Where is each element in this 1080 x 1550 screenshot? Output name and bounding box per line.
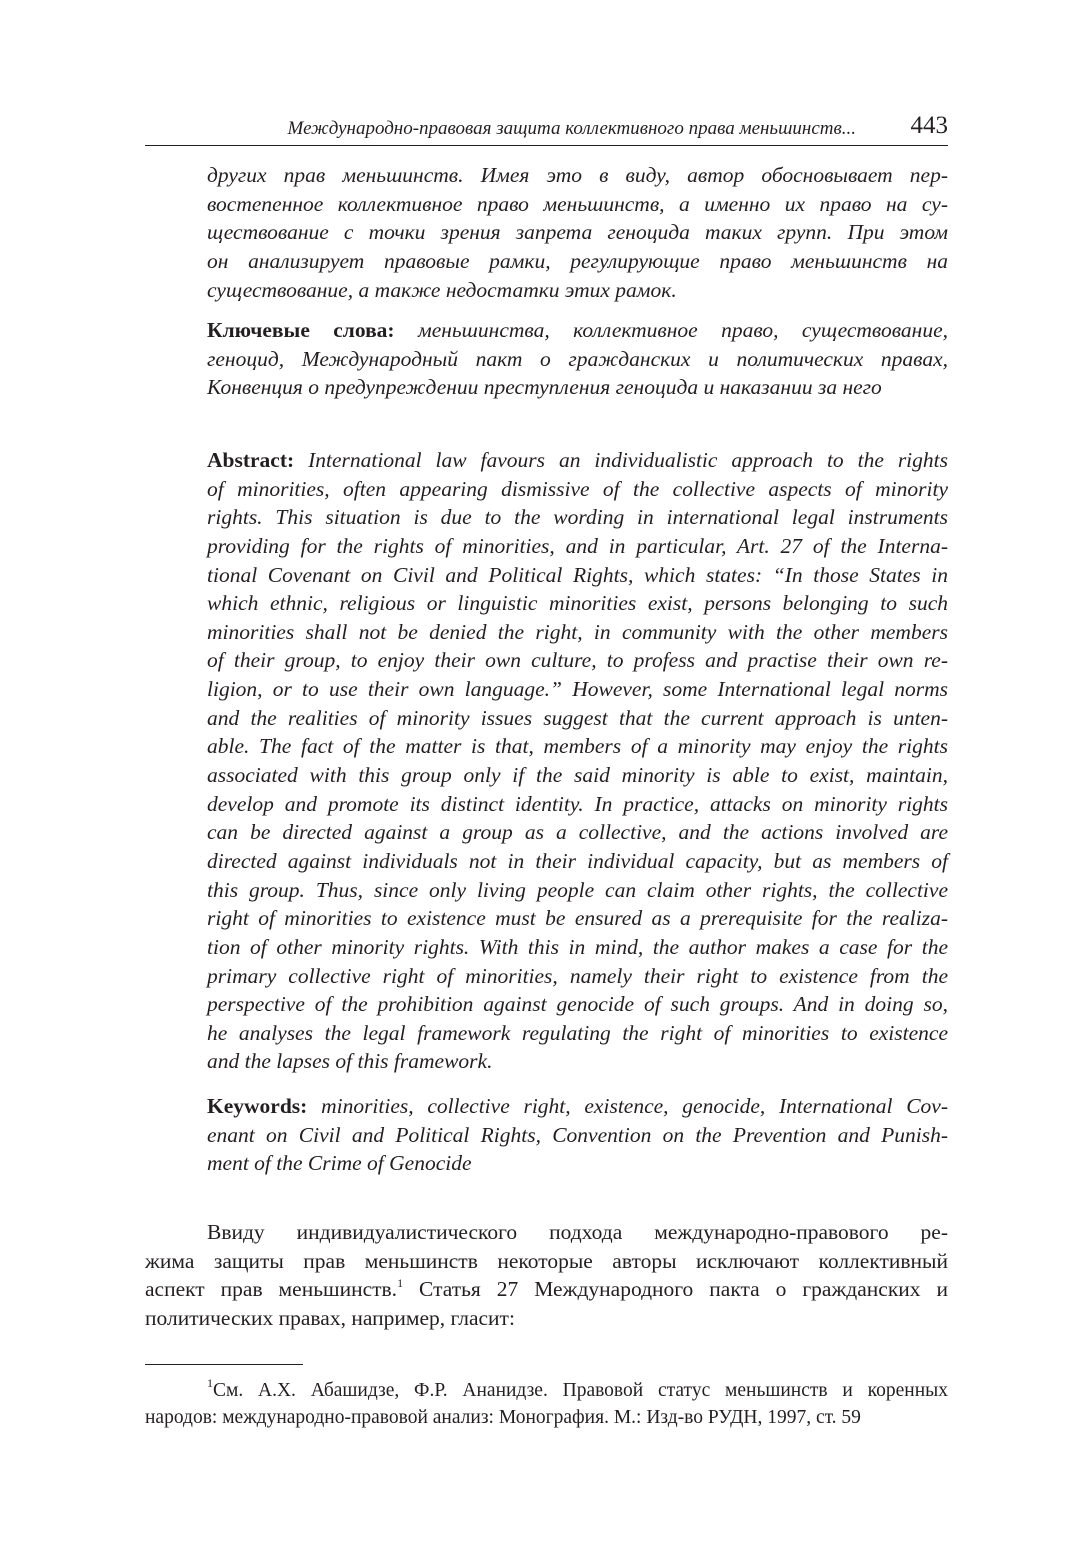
- text-line: [207, 1047, 948, 1076]
- footnote-ref[interactable]: 1: [397, 1276, 404, 1291]
- line-text: and the realities of minority issues suggest that the current approach is unten-: [207, 705, 948, 730]
- section-label: Ключевые слова:: [207, 318, 395, 342]
- line-text: of their group, to enjoy their own culture, to profess and practise their own re-: [207, 648, 948, 673]
- line-text: политических правах, например, гласит:: [145, 1305, 515, 1330]
- line-text: right of minorities to existence must be ensured as a prerequisite for the realiza-: [207, 906, 948, 931]
- line-text: this group. Thus, since only living people can claim other rights, the collective: [207, 877, 948, 902]
- text-line: [207, 1149, 948, 1178]
- text-line: [207, 345, 948, 374]
- keywords-ru: [207, 316, 948, 402]
- text-line: [207, 1121, 948, 1150]
- line-text: associated with this group only if the said minority is able to exist, maintain,: [207, 763, 948, 788]
- line-text: he analyses the legal framework regulating the right of minorities to existence: [207, 1020, 948, 1045]
- line-text: minorities shall not be denied the right, in community with the other members: [207, 619, 948, 644]
- text-line: [207, 532, 948, 561]
- line-text: народов: международно-правовой анализ: Монография. М.: Изд-во РУДН, 1997, ст. 59: [145, 1407, 861, 1428]
- text-line: [145, 1218, 948, 1247]
- text-line: [207, 247, 948, 276]
- line-text: perspective of the prohibition against genocide of such groups. And in doing so,: [207, 992, 948, 1017]
- line-text: Ввиду индивидуалистического подхода международно-правового ре-: [207, 1220, 948, 1244]
- text-line: [145, 1377, 948, 1404]
- text-line: [207, 1019, 948, 1048]
- line-text: аспект прав меньшинств.: [145, 1277, 398, 1302]
- text-line: [207, 904, 948, 933]
- line-text: геноцид, Международный пакт о гражданских и политических правах,: [207, 346, 948, 371]
- line-text: can be directed against a group as a collective, and the actions involved are: [207, 820, 948, 845]
- text-line: [207, 446, 948, 475]
- text-line: [207, 790, 948, 819]
- page-number: 443: [910, 112, 948, 139]
- text-line: [207, 732, 948, 761]
- text-line: [207, 933, 948, 962]
- text-line: [145, 1247, 948, 1276]
- line-text: жима защиты прав меньшинств некоторые авторы исключают коллективный: [145, 1248, 948, 1273]
- line-text: primary collective right of minorities, namely their right to existence from the: [207, 963, 948, 988]
- line-text: develop and promote its distinct identity. In practice, attacks on minority rights: [207, 791, 948, 816]
- line-text: directed against individuals not in their individual capacity, but as members of: [207, 848, 948, 873]
- line-text: tional Covenant on Civil and Political Rights, which states: “In those States in: [207, 562, 948, 587]
- keywords-en: [207, 1092, 948, 1178]
- text-line: [207, 618, 948, 647]
- text-line: [207, 761, 948, 790]
- text-line: [207, 373, 948, 402]
- line-text: which ethnic, religious or linguistic minorities exist, persons belonging to such: [207, 591, 948, 616]
- line-text: International law favours an individualistic approach to the rights: [294, 448, 948, 472]
- text-line: [207, 561, 948, 590]
- line-text: minorities, collective right, existence, genocide, International Cov-: [307, 1094, 948, 1118]
- footnote-rule: [145, 1364, 303, 1365]
- line-text: ligion, or to use their own language.” However, some International legal norms: [207, 677, 948, 702]
- line-text: существование, а также недостатки этих рамок.: [207, 277, 677, 302]
- line-text: меньшинства, коллективное право, существование,: [394, 318, 948, 342]
- section-label: Keywords:: [207, 1094, 308, 1118]
- text-line: [207, 161, 948, 190]
- abstract-ru-tail: [207, 161, 948, 304]
- line-text: Конвенция о предупреждении преступления геноцида и наказании за него: [207, 375, 882, 400]
- text-line: [207, 704, 948, 733]
- body-paragraph: [145, 1218, 948, 1333]
- line-text: and the lapses of this framework.: [207, 1049, 493, 1074]
- line-text: См. А.Х. Абашидзе, Ф.Р. Ананидзе. Правовой статус меньшинств и коренных: [213, 1380, 948, 1401]
- text-line: [207, 276, 948, 305]
- text-line: [207, 876, 948, 905]
- text-line: [207, 190, 948, 219]
- line-text: of minorities, often appearing dismissive of the collective aspects of minority: [207, 476, 948, 501]
- text-line: [207, 962, 948, 991]
- text-line: [207, 475, 948, 504]
- line-text: Статья 27 Международного пакта о гражданских и: [403, 1277, 949, 1302]
- text-line: [207, 589, 948, 618]
- abstract-en: [207, 446, 948, 1076]
- running-header: [145, 112, 948, 144]
- text-line: [145, 1404, 948, 1431]
- line-text: tion of other minority rights. With this in mind, the author makes a case for the: [207, 934, 948, 959]
- line-text: providing for the rights of minorities, and in particular, Art. 27 of the Interna-: [207, 533, 948, 558]
- line-text: ment of the Crime of Genocide: [207, 1151, 472, 1176]
- line-text: enant on Civil and Political Rights, Convention on the Prevention and Punish-: [207, 1122, 948, 1147]
- line-text: востепенное коллективное право меньшинств, а именно их право на су-: [207, 191, 948, 216]
- text-line: [207, 990, 948, 1019]
- text-line: [207, 646, 948, 675]
- line-text: able. The fact of the matter is that, members of a minority may enjoy the rights: [207, 734, 948, 759]
- text-line: [207, 1092, 948, 1121]
- line-text: он анализирует правовые рамки, регулирующие право меньшинств на: [207, 248, 948, 273]
- running-title: Международно-правовая защита коллективного права меньшинств...: [287, 118, 856, 139]
- text-line: [207, 316, 948, 345]
- footnote: [145, 1377, 948, 1431]
- footnote-ref[interactable]: 1: [207, 1376, 213, 1390]
- text-line: [207, 847, 948, 876]
- line-text: других прав меньшинств. Имея это в виду, автор обосновывает пер-: [207, 163, 948, 187]
- text-line: [207, 503, 948, 532]
- text-line: [145, 1275, 948, 1304]
- line-text: ществование с точки зрения запрета геноцида таких групп. При этом: [207, 220, 948, 245]
- text-line: [145, 1304, 948, 1333]
- line-text: rights. This situation is due to the wording in international legal instruments: [207, 505, 948, 530]
- header-rule: [145, 145, 948, 146]
- section-label: Abstract:: [207, 448, 295, 472]
- text-line: [207, 675, 948, 704]
- text-line: [207, 818, 948, 847]
- text-line: [207, 218, 948, 247]
